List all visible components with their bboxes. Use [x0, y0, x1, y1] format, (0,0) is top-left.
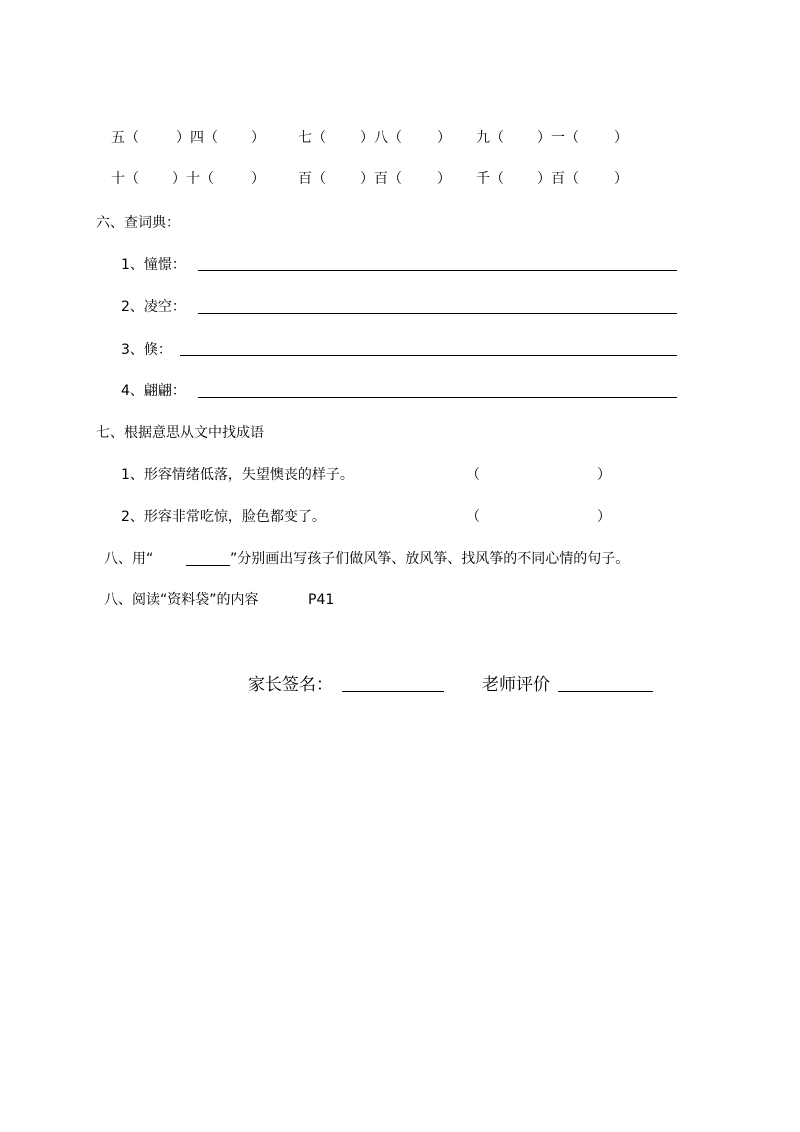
pair-text: 千（ — [476, 171, 504, 187]
answer-line[interactable] — [198, 397, 677, 398]
section-8-instruction-prefix: 八、用“ — [104, 551, 154, 567]
pair-text: 五（ — [111, 130, 139, 146]
pair-text: ）四（ — [176, 130, 218, 146]
pair-text: ）一（ — [537, 130, 579, 146]
dictionary-item-label: 2、凌空： — [121, 299, 186, 315]
teacher-evaluation-line[interactable] — [558, 691, 653, 692]
answer-line[interactable] — [198, 313, 677, 314]
dictionary-item-label: 4、翩翩： — [121, 383, 186, 399]
pair-text: ）百（ — [360, 171, 402, 187]
section-8-reading-task: 八、阅读“资料袋”的内容 — [104, 592, 259, 608]
section-7-heading: 七、根据意思从文中找成语 — [96, 425, 264, 441]
answer-line[interactable] — [180, 355, 677, 356]
pair-text: ） — [437, 130, 451, 146]
answer-bracket-close: ） — [597, 467, 611, 483]
dictionary-item-label: 1、憧憬： — [121, 257, 186, 273]
pair-text: 七（ — [298, 130, 326, 146]
pair-text: ） — [251, 171, 265, 187]
sample-underline — [186, 565, 230, 566]
parent-signature-line[interactable] — [342, 691, 444, 692]
pair-text: ） — [437, 171, 451, 187]
pair-text: ）八（ — [360, 130, 402, 146]
section-6-heading: 六、查词典： — [96, 215, 180, 231]
page-reference: P41 — [308, 592, 335, 608]
pair-text: ） — [614, 171, 628, 187]
section-8-instruction-suffix: ”分别画出写孩子们做风筝、放风筝、找风筝的不同心情的句子。 — [230, 551, 630, 567]
pair-text: 十（ — [111, 171, 139, 187]
answer-bracket-close: ） — [597, 509, 611, 525]
pair-text: ）百（ — [537, 171, 579, 187]
dictionary-item-label: 3、倏： — [121, 342, 172, 358]
answer-line[interactable] — [198, 270, 677, 271]
answer-bracket-open: （ — [466, 509, 480, 525]
pair-text: 九（ — [476, 130, 504, 146]
pair-text: ）十（ — [172, 171, 214, 187]
teacher-evaluation-label: 老师评价 — [482, 675, 550, 695]
pair-text: ） — [614, 130, 628, 146]
idiom-meaning: 1、形容情绪低落，失望懊丧的样子。 — [121, 467, 354, 483]
idiom-meaning: 2、形容非常吃惊，脸色都变了。 — [121, 509, 326, 525]
parent-signature-label: 家长签名： — [248, 675, 333, 695]
pair-text: ） — [251, 130, 265, 146]
pair-text: 百（ — [298, 171, 326, 187]
answer-bracket-open: （ — [466, 467, 480, 483]
pair-row-1 — [0, 129, 800, 149]
pair-row-2 — [0, 170, 800, 190]
